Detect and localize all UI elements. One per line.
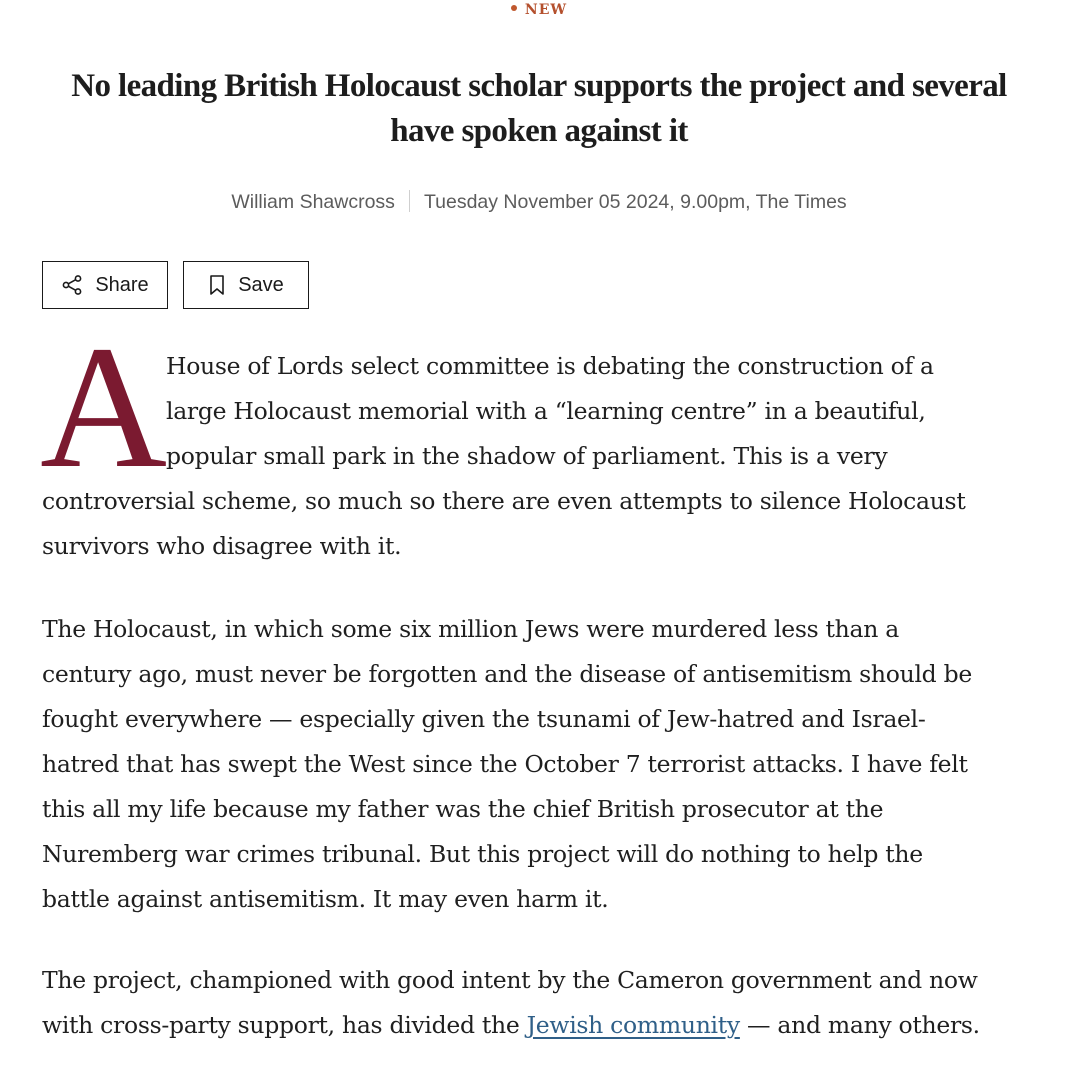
paragraph-text: with cross-party support, has divided the [42, 1011, 527, 1039]
new-tag [0, 2, 1078, 18]
drop-cap: A [40, 310, 168, 505]
paragraph-line: survivors who disagree with it. [42, 532, 402, 560]
share-button[interactable] [42, 261, 168, 309]
byline [0, 190, 1078, 214]
paragraph-line [42, 1003, 1042, 1048]
share-label: Share [95, 273, 149, 296]
paragraph-line: Nuremberg war crimes tribunal. But this project will do nothing to help the [42, 840, 923, 868]
paragraph-line: popular small park in the shadow of parliament. This is a very [166, 442, 888, 470]
paragraph-3 [42, 958, 1042, 1048]
paragraph-line: The project, championed with good intent by the Cameron government and now [42, 966, 978, 994]
paragraph-text: — and many others. [739, 1011, 980, 1039]
bookmark-icon [208, 274, 226, 296]
jewish-community-link[interactable]: Jewish community [526, 1011, 740, 1039]
tag-dot [511, 5, 517, 11]
paragraph-line: this all my life because my father was the chief British prosecutor at the [42, 795, 884, 823]
paragraph-line: The Holocaust, in which some six million Jews were murdered less than a [42, 615, 899, 643]
paragraph-line: House of Lords select committee is debating the construction of a [166, 352, 934, 380]
author-link[interactable]: William Shawcross [231, 191, 395, 213]
paragraph-line: controversial scheme, so much so there are even attempts to silence Holocaust [42, 487, 966, 515]
share-icon [61, 274, 83, 296]
paragraph-1 [42, 344, 1042, 569]
publish-date: Tuesday November 05 2024, 9.00pm, The Times [423, 191, 847, 213]
paragraph-line: battle against antisemitism. It may even harm it. [42, 885, 609, 913]
article-headline: No leading British Holocaust scholar supports the project and several have spoken against it [71, 68, 1007, 149]
paragraph-2 [42, 607, 1042, 922]
save-button[interactable] [183, 261, 309, 309]
paragraph-line: hatred that has swept the West since the October 7 terrorist attacks. I have felt [42, 750, 968, 778]
paragraph-line: century ago, must never be forgotten and the disease of antisemitism should be [42, 660, 972, 688]
tag-label: NEW [524, 2, 568, 18]
save-label: Save [238, 273, 284, 296]
byline-divider [409, 190, 410, 212]
paragraph-line: fought everywhere — especially given the tsunami of Jew-hatred and Israel- [42, 705, 926, 733]
paragraph-line: large Holocaust memorial with a “learning centre” in a beautiful, [166, 397, 926, 425]
